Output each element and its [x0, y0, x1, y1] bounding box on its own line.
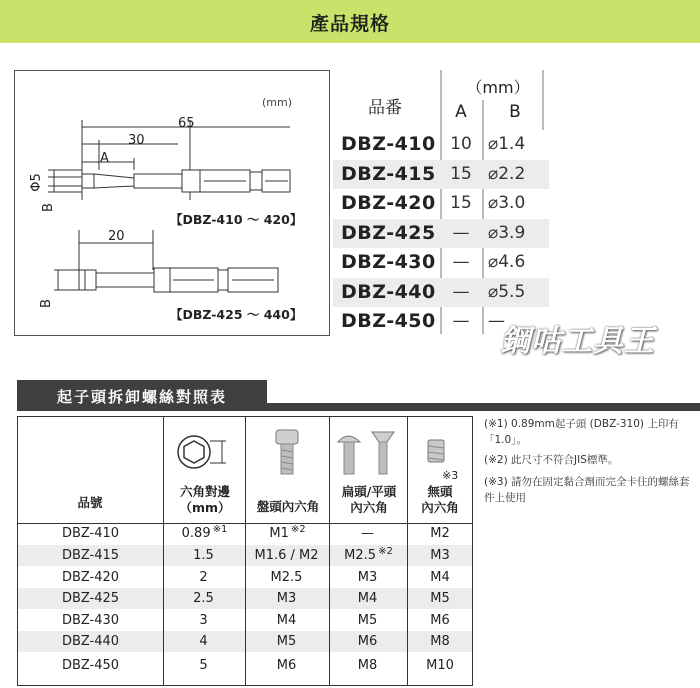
col-header-hex-line2: （mm） [179, 500, 231, 515]
spec-b: ⌀4.6 [488, 252, 526, 272]
dim-30: 30 [128, 133, 145, 148]
row-socket [246, 591, 329, 606]
spec-a: 15 [450, 193, 472, 213]
dim-20: 20 [108, 229, 125, 244]
row-flat [330, 526, 407, 541]
spec-model: DBZ-415 [341, 162, 436, 185]
note-2: (※2) 此尺寸不符合JIS標準。 [484, 454, 619, 466]
row-model: DBZ-440 [61, 634, 120, 649]
spec-header-b: B [509, 102, 521, 122]
spec-model: DBZ-410 [341, 133, 436, 155]
row-flat-value: M2.5 [344, 548, 377, 563]
bit-drawing [14, 70, 330, 336]
button-flat-screw-icon [334, 428, 404, 478]
row-hex [164, 526, 245, 541]
spec-b: ⌀3.0 [488, 193, 526, 213]
row-hex [164, 658, 245, 673]
row-hex-note: ※1 [212, 524, 228, 535]
spec-b: ⌀5.5 [488, 281, 526, 302]
row-socket [246, 548, 329, 563]
row-set: M4 [430, 570, 450, 585]
row-socket [246, 613, 329, 628]
section-header [17, 380, 267, 411]
spec-row [333, 160, 549, 190]
row-set: M6 [430, 613, 450, 628]
row-hex-value: 5 [199, 658, 208, 673]
dim-phi5: Φ5 [28, 173, 44, 192]
spec-a: 10 [450, 134, 472, 154]
dim-a: A [100, 151, 109, 166]
col-header-set-line2: 內六角 [421, 500, 459, 515]
spec-header-a: A [455, 102, 467, 122]
dim-b-top: B [40, 203, 56, 212]
col-header-set-line1: 無頭 [427, 484, 453, 499]
row-hex [164, 591, 245, 606]
caption-top: 【DBZ-410 ～ 420】 [170, 212, 303, 227]
dim-b-bottom: B [38, 299, 54, 308]
row-flat-note: ※2 [378, 546, 393, 557]
row-flat-value: M3 [357, 570, 378, 585]
row-socket [246, 570, 329, 585]
spec-b: ⌀1.4 [488, 134, 526, 154]
spec-row [333, 278, 549, 308]
spec-a: — [452, 252, 470, 272]
header-banner [0, 0, 700, 43]
row-socket [246, 634, 329, 649]
row-model: DBZ-415 [61, 548, 120, 563]
row-set: M8 [430, 634, 450, 649]
row-flat [330, 591, 407, 606]
spec-b: — [488, 311, 505, 331]
spec-model: DBZ-450 [341, 310, 436, 332]
row-socket [246, 526, 329, 541]
spec-model: DBZ-425 [341, 221, 436, 244]
spec-header-unit: （mm） [466, 78, 530, 97]
row-socket-value: M5 [276, 634, 297, 649]
hex-socket-icon [176, 432, 246, 472]
spec-row [333, 189, 549, 219]
row-hex-value: 2.5 [193, 591, 214, 606]
set-screw-icon [424, 436, 450, 466]
spec-row [333, 248, 549, 278]
row-model: DBZ-420 [61, 570, 120, 585]
row-hex-value: 2 [199, 570, 208, 585]
col-header-hex-line1: 六角對邊 [179, 484, 230, 499]
row-flat [330, 570, 407, 585]
row-socket-value: M3 [276, 591, 297, 606]
spec-b: ⌀2.2 [488, 163, 526, 184]
row-flat-value: M6 [357, 634, 378, 649]
unit-label: (mm) [262, 96, 293, 109]
spec-model: DBZ-430 [341, 251, 436, 273]
row-model: DBZ-425 [61, 591, 120, 606]
spec-row [333, 219, 549, 249]
row-socket-value: M1.6 / M2 [254, 548, 319, 563]
row-socket-value: M1 [269, 526, 289, 541]
cap-screw-icon [270, 428, 304, 478]
row-flat-value: M5 [357, 613, 378, 628]
row-flat-value: M8 [357, 658, 378, 673]
brand-watermark: 鋼咕工具王 [500, 324, 655, 359]
col-header-model: 品號 [77, 495, 103, 510]
row-socket-value: M6 [276, 658, 297, 673]
spec-a: 15 [450, 163, 472, 184]
col-header-flat-line2: 內六角 [350, 500, 388, 515]
row-hex [164, 570, 245, 585]
spec-header-model: 品番 [368, 98, 402, 118]
row-hex-value: 1.5 [193, 548, 214, 563]
spec-a: — [452, 281, 470, 302]
row-hex-value: 0.89 [181, 526, 211, 541]
row-set: M5 [430, 591, 450, 606]
spec-b: ⌀3.9 [488, 222, 526, 243]
row-flat-value: M4 [357, 591, 378, 606]
page-title: 產品規格 [309, 13, 390, 35]
dim-65: 65 [178, 116, 195, 131]
row-set: M2 [430, 526, 450, 541]
set-note-mark: ※3 [442, 469, 459, 482]
col-header-hex [165, 484, 245, 516]
spec-model: DBZ-420 [341, 192, 436, 214]
row-model: DBZ-410 [61, 526, 120, 541]
col-header-socket: 盤頭內六角 [256, 499, 320, 514]
row-set: M3 [430, 548, 450, 563]
row-flat-value: — [361, 526, 374, 541]
row-flat [330, 613, 407, 628]
col-header-flat [330, 484, 408, 516]
col-header-set [408, 484, 472, 516]
row-set: M10 [426, 658, 454, 673]
row-model: DBZ-450 [61, 658, 120, 673]
spec-a: — [452, 222, 470, 243]
note-3: (※3) 請勿在固定黏合劑而完全卡住的螺絲套件上使用 [484, 476, 690, 504]
row-hex-value: 4 [199, 634, 208, 649]
row-hex [164, 548, 245, 563]
row-socket-value: M2.5 [270, 570, 303, 585]
section-title: 起子頭拆卸螺絲對照表 [56, 388, 227, 406]
spec-a: — [452, 311, 470, 331]
header-divider [17, 523, 473, 524]
row-socket-note: ※2 [290, 524, 306, 535]
spec-model: DBZ-440 [341, 280, 436, 303]
col-header-flat-line1: 扁頭/平頭 [341, 484, 397, 499]
note-1: (※1) 0.89mm起子頭 (DBZ-310) 上印有「1.0」。 [484, 418, 679, 446]
row-flat [330, 548, 407, 563]
row-hex-value: 3 [199, 613, 208, 628]
row-flat [330, 634, 407, 649]
caption-bottom: 【DBZ-425 ～ 440】 [170, 307, 303, 322]
row-socket [246, 658, 329, 673]
row-model: DBZ-430 [61, 613, 120, 628]
row-socket-value: M4 [276, 613, 297, 628]
row-flat [330, 658, 407, 673]
spec-row [333, 130, 549, 160]
row-hex [164, 613, 245, 628]
row-hex [164, 634, 245, 649]
